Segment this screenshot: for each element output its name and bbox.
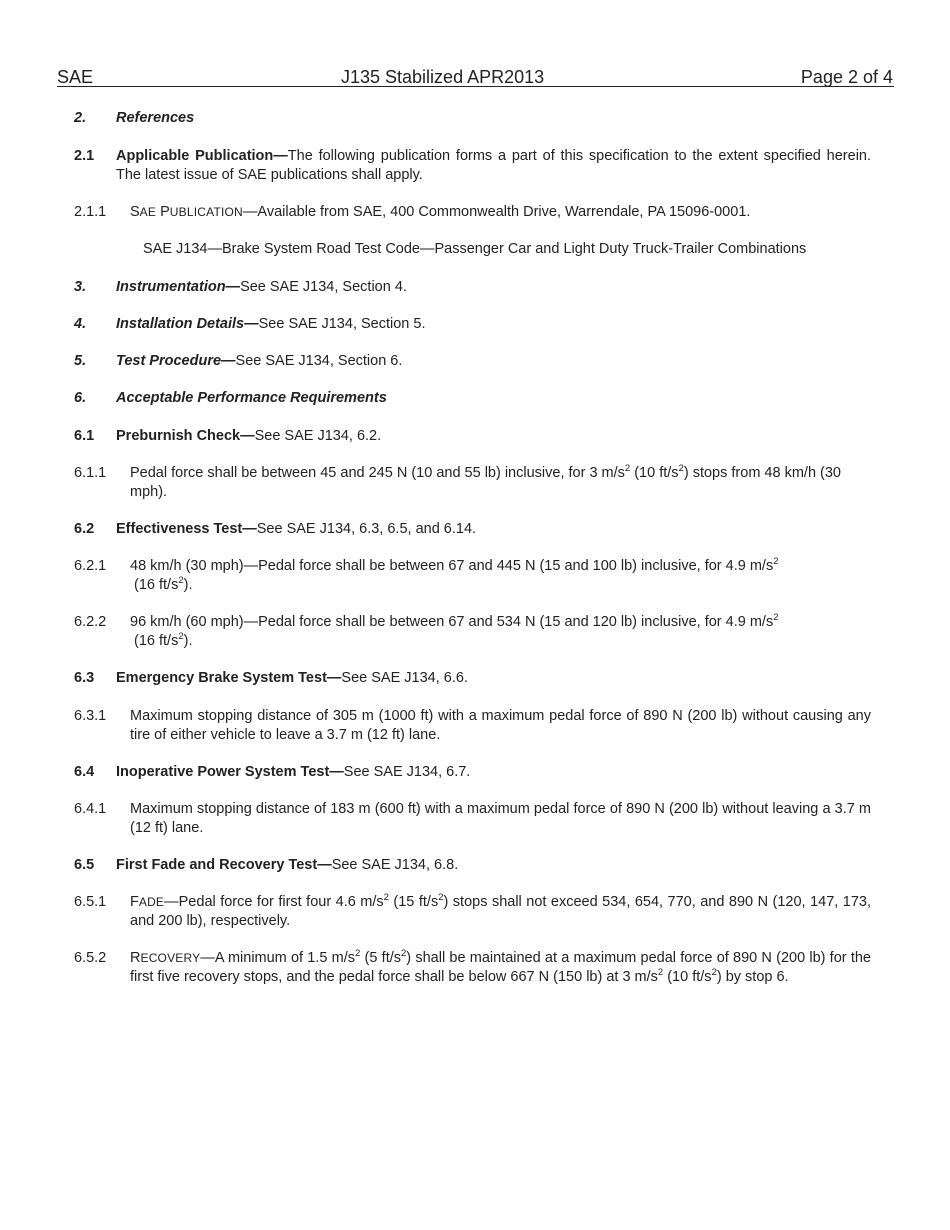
text-part: (5 ft/s xyxy=(360,950,401,966)
superscript: 2 xyxy=(401,948,407,960)
small-caps-text: ADE xyxy=(138,895,165,909)
section-number: 2.1 xyxy=(74,148,95,164)
text-part: 96 km/h (60 mph)—Pedal force shall be between 67 and 534 N (15 and 120 lb) inclusive, for 4.9 m/s xyxy=(130,614,774,630)
section-text: See SAE J134, 6.7. xyxy=(343,764,471,780)
section-body xyxy=(130,949,871,987)
superscript: 2 xyxy=(773,556,779,568)
section-number: 6.1.1 xyxy=(74,465,107,481)
text-part: —A minimum of 1.5 m/s xyxy=(200,950,356,966)
text-part: (10 ft/s xyxy=(663,969,712,985)
header-rule xyxy=(57,86,894,87)
section-lead: First Fade and Recovery Test— xyxy=(116,857,332,873)
section-text: See SAE J134, 6.2. xyxy=(254,428,382,444)
section-lead: Test Procedure— xyxy=(116,353,236,369)
section-lead: Effectiveness Test— xyxy=(116,521,257,537)
section-lead: Inoperative Power System Test— xyxy=(116,764,344,780)
section-number: 6.2.2 xyxy=(74,614,107,630)
superscript: 2 xyxy=(711,967,717,979)
section-text: See SAE J134, 6.8. xyxy=(331,857,459,873)
section-text: The following publication forms a part of this specification to the extent specified herein. The latest issue of SAE publications shall apply. xyxy=(116,148,872,183)
section-body xyxy=(116,352,871,371)
superscript: 2 xyxy=(383,892,389,904)
small-caps-initial: P xyxy=(160,204,170,220)
section-body xyxy=(116,278,871,297)
section-body xyxy=(130,613,850,651)
text-part: (10 ft/s xyxy=(630,465,679,481)
text-part: ) shall be maintained at a maximum pedal force of 890 N (200 lb) for the first five recovery stops, and the pedal force shall be below 667 N (150 lb) at 3 m/s xyxy=(130,950,871,985)
small-caps-text: AE xyxy=(139,205,157,219)
text-part: ) stops shall not exceed 534, 654, 770, and 890 N (120, 147, 173, and 200 lb), respectively. xyxy=(130,894,871,929)
section-number: 6.2 xyxy=(74,521,95,537)
section-number: 6.3.1 xyxy=(74,708,107,724)
section-lead: Applicable Publication— xyxy=(116,148,288,164)
superscript: 2 xyxy=(438,892,444,904)
reference-j134: SAE J134—Brake System Road Test Code—Passenger Car and Light Duty Truck-Trailer Combinations xyxy=(143,241,807,257)
superscript: 2 xyxy=(773,612,779,624)
section-number: 5. xyxy=(74,353,87,369)
section-text: See SAE J134, 6.6. xyxy=(341,670,468,686)
text-part: (15 ft/s xyxy=(388,894,439,910)
section-number: 6.1 xyxy=(74,428,95,444)
small-caps-initial: S xyxy=(130,204,140,220)
section-number: 6.3 xyxy=(74,670,95,686)
small-caps-initial: R xyxy=(130,950,141,966)
section-lead: Installation Details— xyxy=(116,316,259,332)
superscript: 2 xyxy=(178,575,184,587)
header-organization: SAE xyxy=(57,67,94,87)
small-caps-text: UBLICATION xyxy=(169,205,243,219)
small-caps-initial: F xyxy=(130,894,139,910)
text-part: ). xyxy=(183,633,193,649)
section-text: See SAE J134, Section 4. xyxy=(240,279,407,295)
section-body xyxy=(116,520,871,539)
section-body xyxy=(116,147,871,185)
section-number: 6.5.1 xyxy=(74,894,107,910)
section-body xyxy=(116,856,871,875)
text-part: Pedal force shall be between 45 and 245 N (10 and 55 lb) inclusive, for 3 m/s xyxy=(130,465,625,481)
section-body xyxy=(116,315,871,334)
section-body xyxy=(130,557,850,595)
header-page-number: Page 2 of 4 xyxy=(800,67,893,87)
text-part: —Pedal force for first four 4.6 m/s xyxy=(164,894,384,910)
small-caps-text: ECOVERY xyxy=(140,951,201,965)
section-body xyxy=(116,763,871,782)
section-lead: Emergency Brake System Test— xyxy=(116,670,342,686)
section-title: Acceptable Performance Requirements xyxy=(116,390,387,406)
text-part: 48 km/h (30 mph)—Pedal force shall be between 67 and 445 N (15 and 100 lb) inclusive, for 4.9 m/s xyxy=(130,558,774,574)
superscript: 2 xyxy=(178,631,184,643)
section-body: Maximum stopping distance of 305 m (1000 ft) with a maximum pedal force of 890 N (200 lb) without causing any tire of either vehicle to leave a 3.7 m (12 ft) lane. xyxy=(130,708,871,743)
section-number: 6.5.2 xyxy=(74,950,107,966)
superscript: 2 xyxy=(657,967,664,979)
section-body xyxy=(130,893,871,931)
text-part: ) stops from 48 km/h (30 mph). xyxy=(130,465,841,500)
section-lead: Preburnish Check— xyxy=(116,428,255,444)
section-body xyxy=(130,203,871,222)
section-body: Maximum stopping distance of 183 m (600 ft) with a maximum pedal force of 890 N (200 lb) without leaving a 3.7 m (12 ft) lane. xyxy=(130,801,871,836)
section-text: —Available from SAE, 400 Commonwealth Drive, Warrendale, PA 15096-0001. xyxy=(242,204,751,220)
text-part: ) by stop 6. xyxy=(716,969,789,985)
superscript: 2 xyxy=(624,463,631,475)
section-number: 6.5 xyxy=(74,857,95,873)
section-title: References xyxy=(116,110,195,126)
section-text: See SAE J134, Section 6. xyxy=(235,353,403,369)
section-number: 6.4 xyxy=(74,764,95,780)
section-number: 2. xyxy=(74,110,87,126)
section-number: 6. xyxy=(74,390,87,406)
section-number: 6.2.1 xyxy=(74,558,107,574)
section-text: See SAE J134, 6.3, 6.5, and 6.14. xyxy=(256,521,477,537)
text-part: ). xyxy=(183,577,193,593)
superscript: 2 xyxy=(355,948,361,960)
section-number: 4. xyxy=(74,316,87,332)
section-lead: Instrumentation— xyxy=(116,279,241,295)
text-part: (16 ft/s xyxy=(134,633,179,649)
superscript: 2 xyxy=(678,463,684,475)
section-text: See SAE J134, Section 5. xyxy=(258,316,426,332)
section-number: 3. xyxy=(74,279,87,295)
section-number: 6.4.1 xyxy=(74,801,107,817)
section-body xyxy=(116,669,871,688)
text-part: (16 ft/s xyxy=(134,577,179,593)
section-body xyxy=(130,464,871,502)
section-number: 2.1.1 xyxy=(74,204,107,220)
section-body xyxy=(116,427,871,446)
header-document-id: J135 Stabilized APR2013 xyxy=(341,67,545,87)
